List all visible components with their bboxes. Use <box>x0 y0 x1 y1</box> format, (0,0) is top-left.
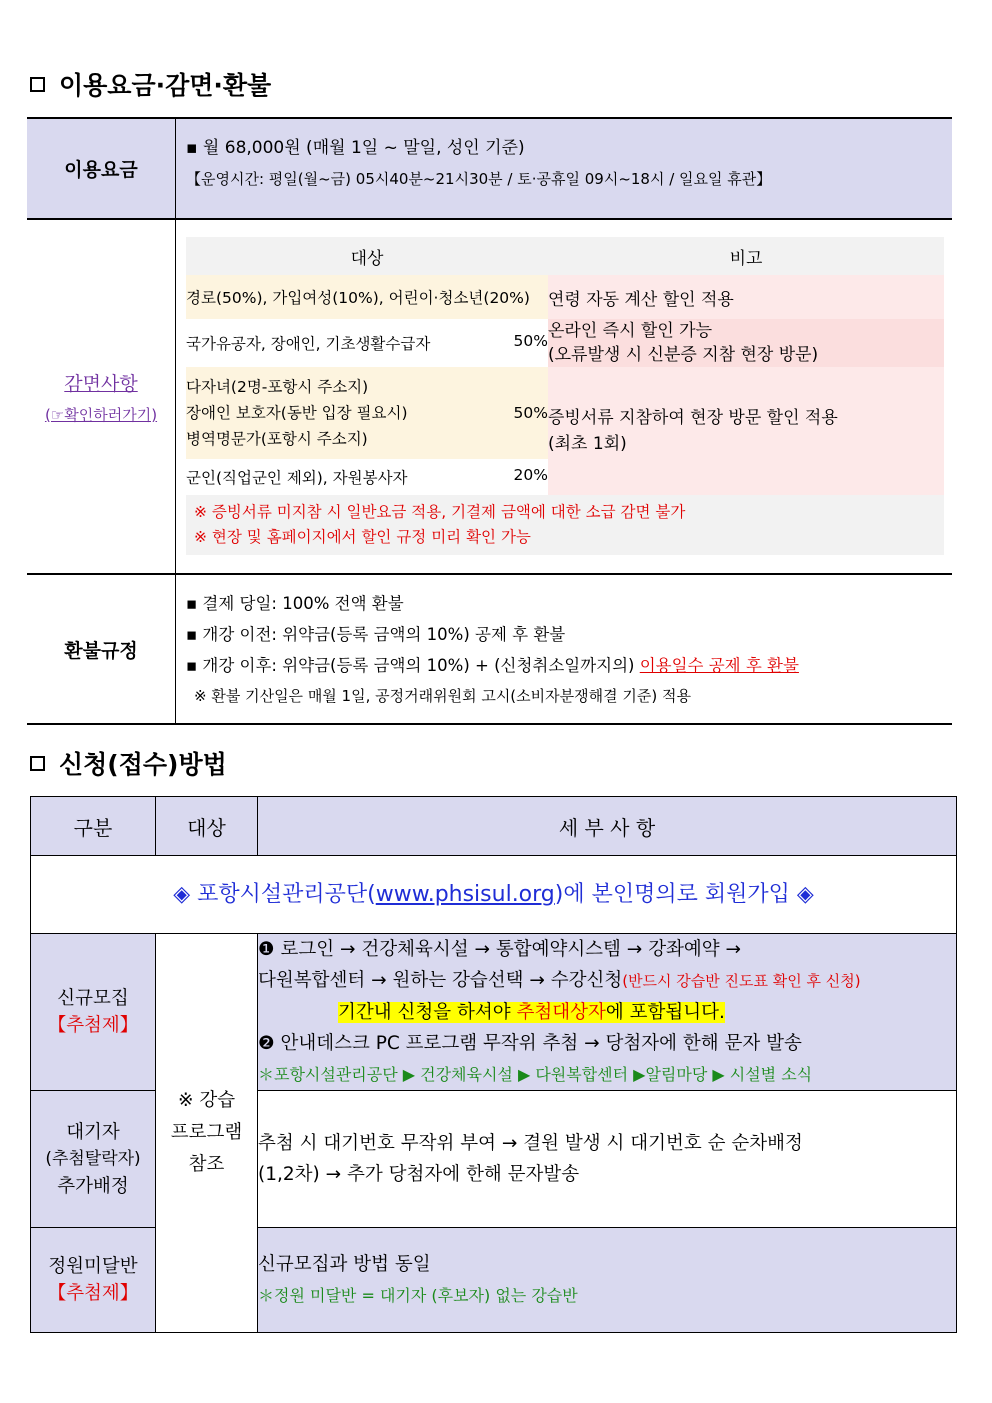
section-title-application <box>30 745 227 781</box>
header-target: 대상 <box>156 797 258 856</box>
step-two: ❷ 안내데스크 PC 프로그램 무작위 추첨 → 당첨자에 한해 문자 발송 <box>258 1033 802 1054</box>
discount-note: 온라인 즉시 할인 가능 <box>548 321 713 341</box>
header-category: 구분 <box>31 797 156 856</box>
discount-head-target: 대상 <box>186 237 548 275</box>
discount-note: 연령 자동 계산 할인 적용 <box>548 275 944 319</box>
discount-target: 국가유공자, 장애인, 기초생활수급자 <box>186 335 431 353</box>
fee-amount: ▪ 월 68,000원 (매월 1일 ~ 말일, 성인 기준) <box>186 138 525 158</box>
fee-label: 이용요금 <box>27 118 176 219</box>
website-link[interactable]: www.phsisul.org <box>375 882 555 907</box>
discount-target: 군인(직업군인 제외), 자원봉사자 <box>186 469 408 487</box>
discount-table <box>186 237 944 555</box>
checkbox-square-icon <box>30 756 45 771</box>
discount-note-detail: (오류발생 시 신분증 지참 현장 방문) <box>548 345 819 365</box>
signup-banner: ◈ 포항시설관리공단(www.phsisul.org)에 본인명의로 회원가입 ◈ <box>31 856 957 934</box>
section-title-fees <box>30 66 271 102</box>
discount-note: 증빙서류 지참하여 현장 방문 할인 적용 <box>548 408 838 428</box>
refund-rule: ▪ 개강 이후: 위약금(등록 금액의 10%) + (신청취소일까지의) 이용일수 공제 후 환불 <box>186 656 799 675</box>
discount-percent: 50% <box>513 332 548 350</box>
application-table <box>30 796 957 1333</box>
waitlist-detail: 추첨 시 대기번호 무작위 부여 → 결원 발생 시 대기번호 순 순차배정 <box>258 1133 803 1154</box>
discount-check-link[interactable]: (☞확인하러가기) <box>44 405 158 424</box>
category-waitlist: 대기자 (추첨탈락자) 추가배정 <box>31 1091 156 1228</box>
refund-highlight: 이용일수 공제 후 환불 <box>639 656 799 675</box>
section-title-text: 신청(접수)방법 <box>59 750 227 779</box>
refund-note: ※ 환불 기산일은 매월 1일, 공정거래위원회 고시(소비자분쟁해결 기준) 적용 <box>194 687 691 705</box>
checkbox-square-icon <box>30 77 45 92</box>
operating-hours: 【운영시간: 평일(월~금) 05시40분~21시30분 / 토·공휴일 09시~18시 / 일요일 휴관】 <box>186 170 772 188</box>
discount-warning: ※ 현장 및 홈페이지에서 할인 규정 미리 확인 가능 <box>194 528 531 546</box>
discount-target: 장애인 보호자(동반 입장 필요시) <box>186 404 408 422</box>
undersubscribed-note: ＊정원 미달반 = 대기자 (후보자) 없는 강습반 <box>258 1286 578 1305</box>
category-undersubscribed: 정원미달반 【추첨제】 <box>31 1228 156 1333</box>
discount-percent: 20% <box>513 466 548 484</box>
target-cell: ※ 강습 프로그램 참조 <box>156 934 258 1333</box>
fee-table <box>27 117 952 725</box>
refund-label: 환불규정 <box>27 574 176 724</box>
header-details: 세 부 사 항 <box>258 797 957 856</box>
menu-path: ＊포항시설관리공단 ▶ 건강체육시설 ▶ 다원복합센터 ▶알림마당 ▶ 시설별 소식 <box>258 1065 813 1084</box>
lottery-note: 기간내 신청을 하셔야 추첨대상자에 포함됩니다. <box>338 1002 725 1023</box>
discount-target: 다자녀(2명-포항시 주소지) <box>186 378 369 396</box>
discount-target: 병역명문가(포항시 주소지) <box>186 430 368 448</box>
refund-rule: ▪ 결제 당일: 100% 전액 환불 <box>186 594 404 613</box>
discount-note-detail: (최초 1회) <box>548 434 627 454</box>
discount-percent: 50% <box>513 404 548 422</box>
refund-rule: ▪ 개강 이전: 위약금(등록 금액의 10%) 공제 후 환불 <box>186 625 566 644</box>
step-one-cont: 다원복합센터 → 원하는 강습선택 → 수강신청(반드시 강습반 진도표 확인 후 신청) <box>258 970 861 991</box>
step-one: ❶ 로그인 → 건강체육시설 → 통합예약시스템 → 강좌예약 → <box>258 939 742 960</box>
waitlist-detail: (1,2차) → 추가 당첨자에 한해 문자발송 <box>258 1164 580 1185</box>
discount-warning: ※ 증빙서류 미지참 시 일반요금 적용, 기결제 금액에 대한 소급 감면 불가 <box>194 503 686 521</box>
discount-head-note: 비고 <box>548 237 944 275</box>
category-new: 신규모집 【추첨제】 <box>31 934 156 1091</box>
undersubscribed-detail: 신규모집과 방법 동일 <box>258 1254 431 1275</box>
section-title-text: 이용요금·감면·환불 <box>59 71 272 100</box>
discount-label: 감면사항 <box>64 372 138 395</box>
discount-target: 경로(50%), 가입여성(10%), 어린이·청소년(20%) <box>186 275 548 319</box>
